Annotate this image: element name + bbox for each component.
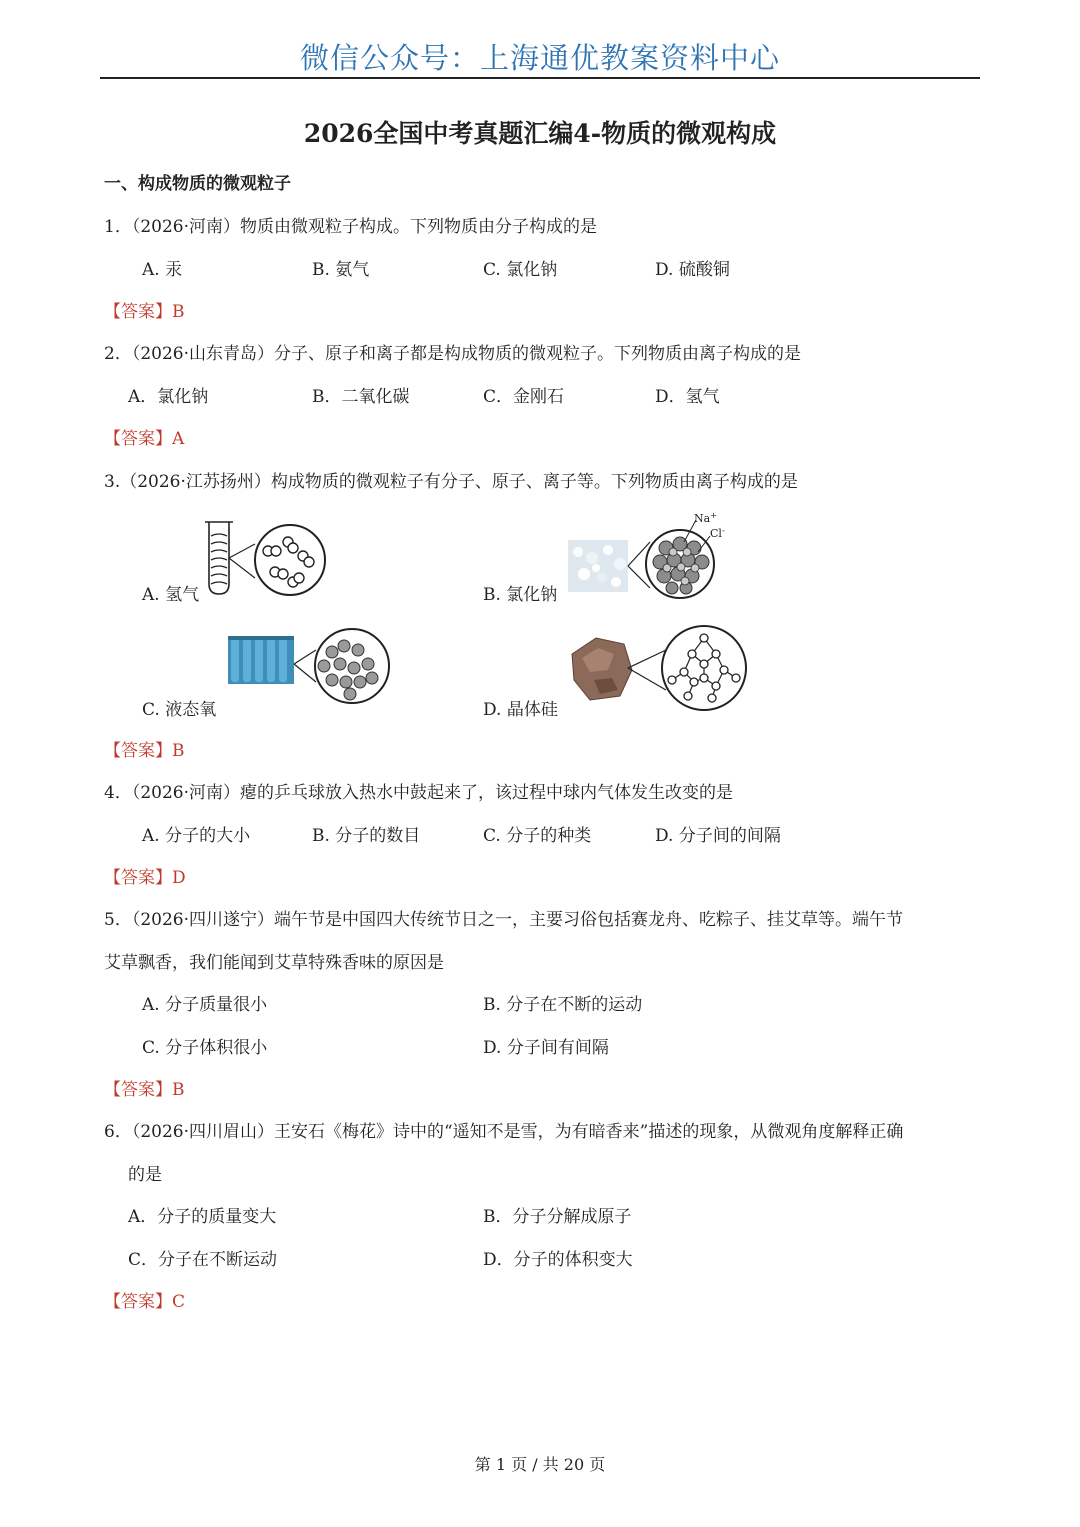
question-3-stem: 3.（2026·江苏扬州）构成物质的微观粒子有分子、原子、离子等。下列物质由离子构成的是 xyxy=(104,472,798,492)
question-3-option-b: B. 氯化钠 xyxy=(483,585,558,605)
figure-c-liquid-oxygen-diagram xyxy=(228,624,393,712)
svg-text:Cl- xyxy=(710,526,725,540)
question-6-option-d: D．分子的体积变大 xyxy=(483,1250,633,1270)
question-5-stem-line-2: 艾草飘香，我们能闻到艾草特殊香味的原因是 xyxy=(104,953,444,973)
document-title: 2026全国中考真题汇编4-物质的微观构成 xyxy=(303,119,777,148)
question-1-option-a: A. 汞 xyxy=(142,260,183,280)
header-title: 微信公众号：上海通优教案资料中心 xyxy=(299,41,780,75)
question-5-option-d: D. 分子间有间隔 xyxy=(483,1038,609,1058)
question-6-option-c: C．分子在不断运动 xyxy=(128,1250,278,1270)
sodium-ion-charge: + xyxy=(710,511,717,520)
question-2-stem: 2．（2026·山东青岛）分子、原子和离子都是构成物质的微观粒子。下列物质由离子构成的是 xyxy=(104,344,801,364)
question-5-option-a: A. 分子质量很小 xyxy=(142,995,268,1015)
question-4-option-d: D. 分子间的间隔 xyxy=(655,826,781,846)
question-5-option-b: B. 分子在不断的运动 xyxy=(483,995,643,1015)
question-2-option-c: C．金刚石 xyxy=(483,387,565,407)
question-5-option-c: C. 分子体积很小 xyxy=(142,1038,268,1058)
question-1-stem: 1．（2026·河南）物质由微观粒子构成。下列物质由分子构成的是 xyxy=(104,217,597,237)
question-3-option-a: A. 氢气 xyxy=(142,585,200,605)
question-4-option-b: B. 分子的数目 xyxy=(312,826,421,846)
svg-text:Na+ xyxy=(694,511,717,525)
page-number: 第 1 页 / 共 20 页 xyxy=(474,1455,606,1474)
question-4-answer: 【答案】D xyxy=(104,868,186,888)
chloride-ion-charge: - xyxy=(721,526,725,535)
question-3-answer: 【答案】B xyxy=(104,741,185,761)
question-2-option-b: B．二氧化碳 xyxy=(312,387,410,407)
section-title: 一、构成物质的微观粒子 xyxy=(104,174,291,194)
question-2-answer: 【答案】A xyxy=(104,429,185,449)
question-5-stem-line-1: 5．（2026·四川遂宁）端午节是中国四大传统节日之一，主要习俗包括赛龙舟、吃粽子、挂艾草等。端午节 xyxy=(104,910,903,930)
sodium-ion-label: Na xyxy=(694,512,711,525)
question-2-option-a: A．氯化钠 xyxy=(128,387,209,407)
figure-b-sodium-chloride-diagram xyxy=(568,508,738,600)
question-1-option-b: B. 氨气 xyxy=(312,260,370,280)
question-1-option-d: D. 硫酸铜 xyxy=(655,260,730,280)
question-4-option-a: A. 分子的大小 xyxy=(142,826,251,846)
question-6-stem-line-1: 6．（2026·四川眉山）王安石《梅花》诗中的“遥知不是雪，为有暗香来”描述的现象，从微观角度解释正确 xyxy=(104,1122,904,1142)
question-6-option-a: A．分子的质量变大 xyxy=(128,1207,277,1227)
figure-a-hydrogen-diagram xyxy=(195,518,335,598)
question-5-answer: 【答案】B xyxy=(104,1080,185,1100)
chloride-ion-label: Cl xyxy=(710,527,722,540)
question-4-stem: 4．（2026·河南）瘪的乒乓球放入热水中鼓起来了，该过程中球内气体发生改变的是 xyxy=(104,783,733,803)
header-divider xyxy=(100,77,980,79)
question-1-option-c: C. 氯化钠 xyxy=(483,260,558,280)
question-6-option-b: B．分子分解成原子 xyxy=(483,1207,632,1227)
figure-d-crystalline-silicon-diagram xyxy=(568,624,753,710)
question-3-option-c: C. 液态氧 xyxy=(142,700,217,720)
question-2-option-d: D．氢气 xyxy=(655,387,720,407)
question-4-option-c: C. 分子的种类 xyxy=(483,826,592,846)
question-6-answer: 【答案】C xyxy=(104,1292,186,1312)
question-1-answer: 【答案】B xyxy=(104,302,185,322)
question-3-option-d: D. 晶体硅 xyxy=(483,700,558,720)
question-6-stem-line-2: 的是 xyxy=(128,1165,162,1185)
